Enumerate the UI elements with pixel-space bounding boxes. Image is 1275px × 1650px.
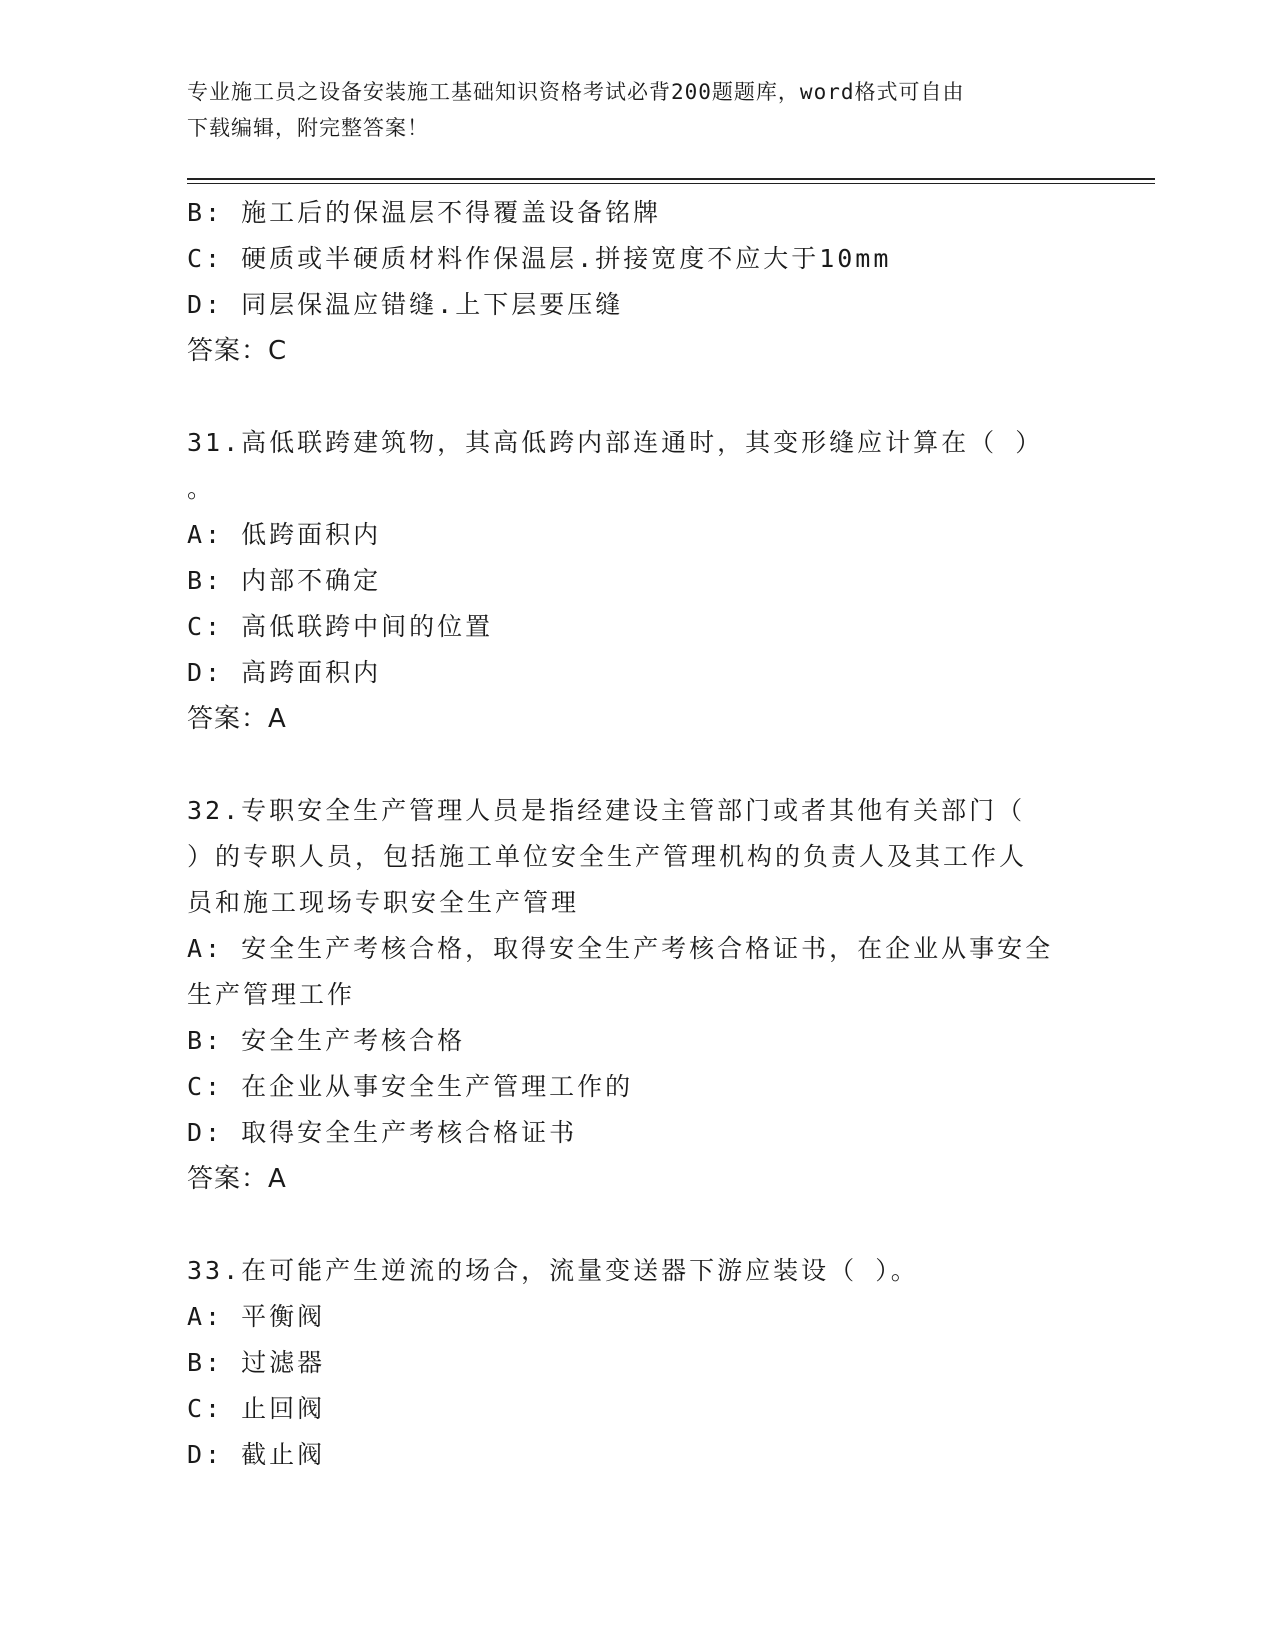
header-rule-thick xyxy=(187,178,1155,180)
option-c: C: 在企业从事安全生产管理工作的 xyxy=(187,1072,634,1101)
option-a: A: 平衡阀 xyxy=(187,1302,326,1331)
header-rule-thin xyxy=(187,183,1155,184)
answer-line: 答案：A xyxy=(187,704,287,734)
option-b: B: 过滤器 xyxy=(187,1348,326,1377)
option-a-continued: 生产管理工作 xyxy=(187,980,356,1009)
option-a: A: 低跨面积内 xyxy=(187,520,382,549)
option-b: B: 安全生产考核合格 xyxy=(187,1026,466,1055)
option-b: B: 施工后的保温层不得覆盖设备铭牌 xyxy=(187,198,662,227)
question-text: ）的专职人员，包括施工单位安全生产管理机构的负责人及其工作人 xyxy=(187,842,1028,871)
question-31 xyxy=(187,420,1087,742)
document-body xyxy=(187,190,1087,1478)
document-header xyxy=(187,74,1087,146)
option-c: C: 高低联跨中间的位置 xyxy=(187,612,494,641)
question-text: 32.专职安全生产管理人员是指经建设主管部门或者其他有关部门（ xyxy=(187,796,1026,825)
header-line-1: 专业施工员之设备安装施工基础知识资格考试必背200题题库，word格式可自由 xyxy=(187,80,965,104)
header-line-2: 下载编辑，附完整答案！ xyxy=(187,116,429,140)
option-d: D: 取得安全生产考核合格证书 xyxy=(187,1118,578,1147)
question-text: 31.高低联跨建筑物，其高低跨内部连通时，其变形缝应计算在（ ） xyxy=(187,428,1044,457)
option-c: C: 硬质或半硬质材料作保温层.拼接宽度不应大于10mm xyxy=(187,244,892,273)
question-33 xyxy=(187,1248,1087,1478)
question-text: 。 xyxy=(187,474,216,503)
answer-line: 答案：A xyxy=(187,1164,287,1194)
option-c: C: 止回阀 xyxy=(187,1394,326,1423)
question-text: 33.在可能产生逆流的场合，流量变送器下游应装设（ ）。 xyxy=(187,1256,919,1285)
option-d: D: 截止阀 xyxy=(187,1440,326,1469)
option-d: D: 高跨面积内 xyxy=(187,658,382,687)
continued-question xyxy=(187,190,1087,374)
option-d: D: 同层保温应错缝.上下层要压缝 xyxy=(187,290,624,319)
question-32 xyxy=(187,788,1087,1202)
option-a: A: 安全生产考核合格，取得安全生产考核合格证书，在企业从事安全 xyxy=(187,934,1054,963)
answer-line: 答案：C xyxy=(187,336,288,366)
question-text: 员和施工现场专职安全生产管理 xyxy=(187,888,580,917)
option-b: B: 内部不确定 xyxy=(187,566,382,595)
